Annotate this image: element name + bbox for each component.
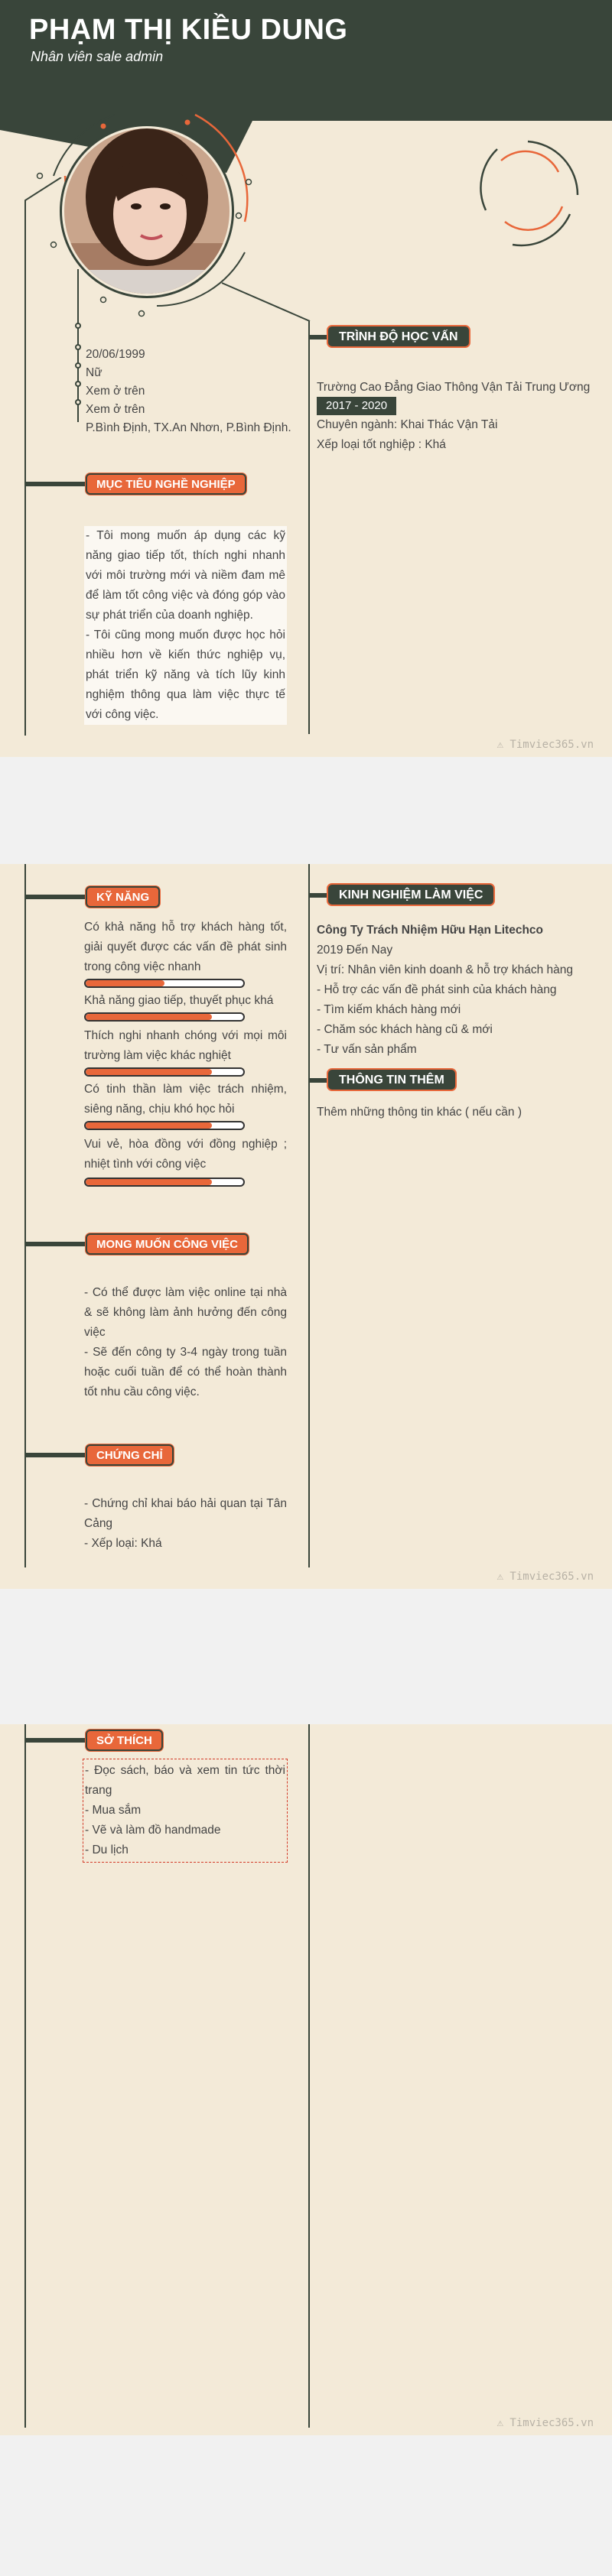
spine-corner: [23, 177, 69, 208]
skill-bar: [84, 1012, 245, 1022]
hobbies-box: [83, 1759, 288, 1863]
candidate-name: PHẠM THỊ KIỀU DUNG: [29, 14, 348, 46]
column-divider: [308, 1724, 310, 2428]
skill-bar-fill: [86, 1179, 212, 1185]
avatar: [60, 124, 234, 298]
section-connector: [308, 335, 327, 339]
skill-label: Có khả năng hỗ trợ khách hàng tốt, giải quyết được các vấn đề phát sinh trong công việc nhanh: [84, 921, 287, 973]
hobbies-heading: SỞ THÍCH: [86, 1730, 163, 1751]
cert-line: - Xếp loại: Khá: [84, 1537, 162, 1550]
phone: Xem ở trên: [86, 385, 145, 398]
skill-bar-fill: [86, 980, 164, 986]
birth-date: 20/06/1999: [86, 348, 145, 361]
candidate-title: Nhân viên sale admin: [31, 49, 164, 64]
hobby-line: - Đọc sách, báo và xem tin tức thời trang: [85, 1764, 285, 1797]
watermark: ⚠ Timviec365.vn: [496, 739, 594, 751]
section-connector: [24, 895, 86, 899]
section-connector: [24, 1453, 86, 1457]
certs-heading: CHỨNG CHỈ: [86, 1444, 174, 1466]
cv-page-1: [0, 0, 612, 757]
personal-info: [86, 346, 291, 437]
cert-line: - Chứng chỉ khai báo hải quan tại Tân Cảng: [84, 1497, 287, 1530]
column-divider: [308, 864, 310, 1567]
extra-heading: THÔNG TIN THÊM: [327, 1068, 457, 1091]
info-dot: [75, 362, 81, 369]
watermark: ⚠ Timviec365.vn: [496, 1571, 594, 1583]
hobby-line: - Mua sắm: [85, 1804, 142, 1817]
education-heading: TRÌNH ĐỘ HỌC VẤN: [327, 325, 470, 348]
skill-label: Có tinh thần làm việc trách nhiệm, siêng năng, chịu khó học hỏi: [84, 1083, 287, 1116]
experience-heading: KINH NGHIỆM LÀM VIỆC: [327, 883, 495, 906]
section-connector: [308, 893, 327, 898]
info-dot: [75, 381, 81, 387]
watermark: ⚠ Timviec365.vn: [496, 2417, 594, 2429]
avatar-photo: [64, 128, 230, 294]
section-connector: [308, 1078, 327, 1083]
cv-page-3: [0, 1724, 612, 2435]
info-dot: [75, 323, 81, 329]
email: Xem ở trên: [86, 403, 145, 416]
skill-bar: [84, 1178, 245, 1187]
objective-heading: MỤC TIÊU NGHỀ NGHIỆP: [86, 473, 246, 495]
section-connector: [24, 1242, 86, 1246]
hobby-line: - Du lịch: [85, 1843, 129, 1856]
wishes-text-2: - Sẽ đến công ty 3-4 ngày trong tuần hoặc cuối tuần để có thể hoàn thành tốt nhu cầu công việc.: [84, 1346, 287, 1398]
education-school: Trường Cao Đẳng Giao Thông Vận Tải Trung Ương: [317, 381, 591, 394]
skill-label: Khả năng giao tiếp, thuyết phục khá: [84, 994, 274, 1007]
experience-company: Công Ty Trách Nhiệm Hữu Hạn Litechco: [317, 924, 543, 937]
education-major: Chuyên ngành: Khai Thác Vận Tải: [317, 418, 498, 431]
skill-bar: [84, 979, 245, 988]
experience-line: - Chăm sóc khách hàng cũ & mới: [317, 1023, 493, 1036]
skill-bar: [84, 1121, 245, 1130]
skill-label: Vui vẻ, hòa đồng với đồng nghiệp ; nhiệt tình với công việc: [84, 1138, 287, 1171]
left-spine: [24, 1724, 26, 2428]
wishes-text-1: - Có thể được làm việc online tại nhà & sẽ không làm ảnh hưởng đến công việc: [84, 1286, 287, 1339]
experience-line: - Hỗ trợ các vấn đề phát sinh của khách hàng: [317, 983, 557, 996]
skills-heading: KỸ NĂNG: [86, 886, 160, 908]
education-grade: Xếp loại tốt nghiệp : Khá: [317, 438, 446, 451]
education-period: 2017 - 2020: [317, 397, 396, 415]
hobby-line: - Vẽ và làm đồ handmade: [85, 1824, 221, 1837]
section-connector: [24, 1738, 86, 1743]
skill-bar-fill: [86, 1069, 212, 1075]
gender: Nữ: [86, 366, 103, 379]
experience-line: - Tìm kiếm khách hàng mới: [317, 1003, 461, 1016]
experience-line: Vị trí: Nhân viên kinh doanh & hỗ trợ khách hàng: [317, 963, 574, 976]
left-spine: [24, 864, 26, 1567]
skill-bar: [84, 1067, 245, 1077]
info-dot: [75, 344, 81, 350]
wishes-heading: MONG MUỐN CÔNG VIỆC: [86, 1233, 249, 1255]
address: P.Bình Định, TX.An Nhơn, P.Bình Định.: [86, 421, 291, 434]
objective-text: - Tôi mong muốn áp dụng các kỹ năng giao tiếp tốt, thích nghi nhanh với môi trường mới và niềm đam mê để làm tốt công việc và đóng góp vào sự phát triển của doanh nghiệp. - Tôi cũng mong muốn được học hỏi nhiều hơn về kiến thức nghiệp vụ, phát triển kỹ năng và tích lũy kinh nghiệm thông qua làm việc thực tế với công việc.: [84, 526, 287, 725]
skill-bar-fill: [86, 1014, 212, 1020]
info-dot: [75, 399, 81, 405]
cv-page-2: [0, 864, 612, 1589]
left-spine: [24, 200, 26, 736]
experience-period: 2019 Đến Nay: [317, 944, 393, 957]
experience-line: - Tư vấn sản phẩm: [317, 1043, 417, 1056]
section-connector: [24, 482, 86, 486]
column-divider: [308, 321, 310, 734]
skill-bar-fill: [86, 1122, 212, 1129]
extra-text: Thêm những thông tin khác ( nếu cần ): [317, 1106, 522, 1119]
skill-label: Thích nghi nhanh chóng với mọi môi trường làm việc khác nghiệt: [84, 1029, 287, 1062]
